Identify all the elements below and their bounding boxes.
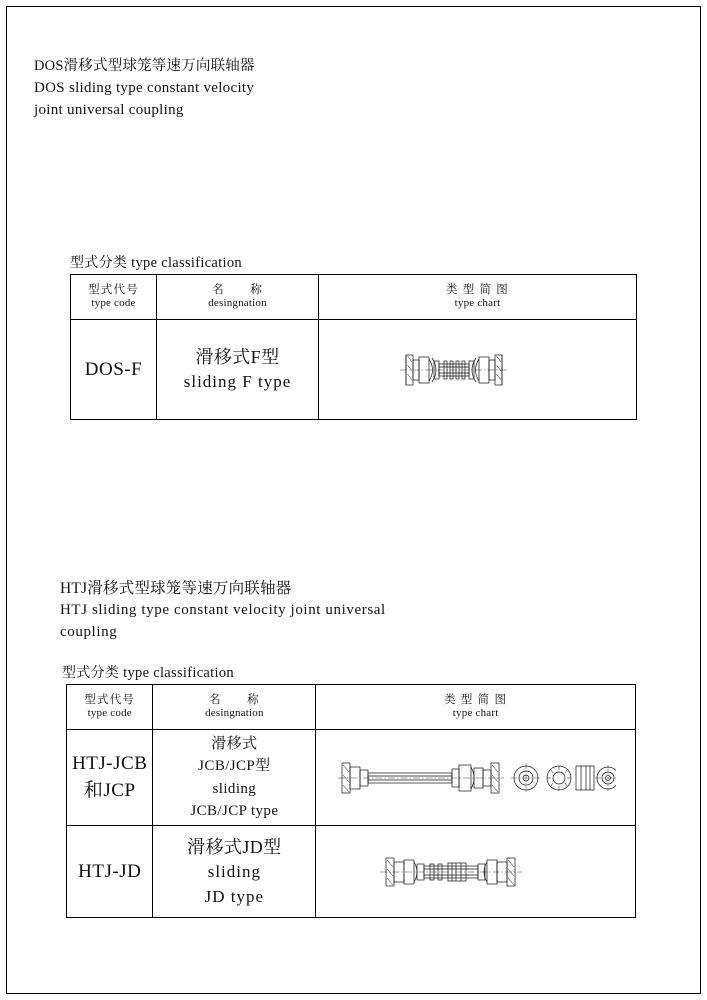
header-type-chart — [316, 685, 636, 730]
cell-type-code: HTJ-JD — [67, 826, 153, 918]
cell-designation-line2: JCB/JCP型 — [198, 758, 271, 774]
htj-jd-shaft-drawing-icon — [316, 846, 635, 898]
header-type-chart-en: type chart — [454, 297, 501, 310]
section-dos-title-en-line1: DOS sliding type constant velocity — [34, 80, 255, 96]
section-htj-heading — [60, 578, 530, 643]
htj-type-classification-label — [62, 664, 234, 683]
header-type-chart-en: type chart — [452, 707, 499, 720]
dos-type-classification-cn: 型式分类 — [70, 256, 128, 271]
header-designation — [153, 685, 316, 730]
cell-designation-en-line1: sliding — [207, 861, 262, 881]
cell-designation-cn: 滑移式JD型 — [187, 836, 282, 857]
dos-type-classification-en: type classification — [131, 255, 242, 271]
table-row — [67, 730, 636, 826]
header-type-code-cn: 型式代号 — [84, 693, 136, 706]
cell-type-code-line1: HTJ-JCB — [72, 753, 148, 774]
cell-designation-line4: JCB/JCP type — [190, 803, 279, 819]
section-dos-title-en-line2: joint universal coupling — [34, 102, 184, 118]
header-type-chart — [319, 275, 637, 320]
header-type-chart-cn: 类 型 简 图 — [444, 693, 508, 706]
dos-type-classification-label — [70, 254, 242, 273]
cell-designation-line1: 滑移式 — [211, 735, 258, 752]
header-designation-cn: 名 称 — [208, 693, 260, 706]
htj-type-table — [66, 684, 636, 918]
section-htj-title-en-line2: coupling — [60, 624, 118, 640]
header-type-code-en: type code — [87, 707, 132, 720]
dos-type-table — [70, 274, 637, 420]
cell-type-code: DOS-F — [71, 320, 157, 420]
dos-f-coupling-drawing-icon — [319, 341, 636, 399]
section-htj-title-cn: HTJ滑移式型球笼等速万向联轴器 — [60, 580, 292, 597]
cell-type-code-line2: 和JCP — [83, 780, 136, 801]
header-type-code — [71, 275, 157, 320]
section-htj-title-en-line1: HTJ sliding type constant velocity joint universal — [60, 602, 386, 618]
header-designation — [157, 275, 319, 320]
cell-designation-en-line2: JD type — [204, 886, 265, 906]
cell-designation — [153, 730, 316, 826]
cell-designation-line3: sliding — [212, 780, 257, 797]
header-designation-en: desingnation — [208, 297, 267, 310]
cell-designation — [157, 320, 319, 420]
cell-type-chart — [316, 826, 636, 918]
section-dos-title-cn: DOS滑移式型球笼等速万向联轴器 — [34, 58, 255, 74]
header-type-code-en: type code — [91, 297, 136, 310]
header-designation-cn: 名 称 — [212, 283, 263, 296]
section-dos-heading — [34, 56, 504, 121]
header-designation-en: desingnation — [205, 707, 264, 720]
table-header-row — [71, 275, 637, 320]
htj-jcb-jcp-shaft-drawing-icon — [316, 749, 635, 807]
htj-type-classification-en: type classification — [123, 665, 234, 681]
cell-designation-cn: 滑移式F型 — [195, 347, 280, 368]
cell-designation — [153, 826, 316, 918]
cell-type-chart — [319, 320, 637, 420]
header-type-code — [67, 685, 153, 730]
table-header-row — [67, 685, 636, 730]
htj-type-classification-cn: 型式分类 — [62, 666, 120, 681]
table-row — [67, 826, 636, 918]
header-type-chart-cn: 类 型 简 图 — [445, 283, 510, 296]
cell-designation-en: sliding F type — [183, 372, 292, 392]
header-type-code-cn: 型式代号 — [88, 283, 139, 296]
cell-type-chart — [316, 730, 636, 826]
cell-type-code — [67, 730, 153, 826]
table-row — [71, 320, 637, 420]
